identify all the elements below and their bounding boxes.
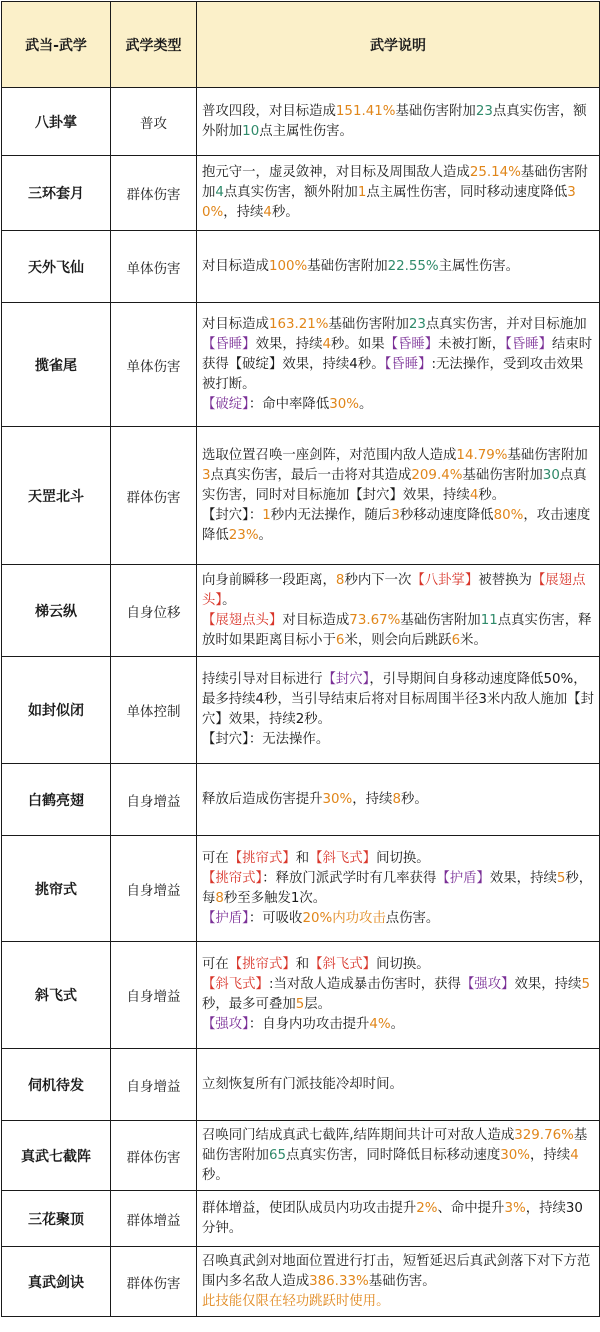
description-paragraph xyxy=(202,1252,594,1292)
description-paragraph: 立刻恢复所有门派技能冷却时间。 xyxy=(202,1076,403,1092)
skill-type: 单体伤害 xyxy=(111,231,197,303)
text-run: 【封穴】： xyxy=(202,507,263,523)
value-highlight: 23% xyxy=(228,527,259,543)
table-row xyxy=(2,1049,600,1121)
header-row xyxy=(2,2,600,88)
skill-type: 群体伤害 xyxy=(111,427,197,565)
text-run: 米。 xyxy=(460,632,487,648)
text-run: 召唤真武剑对地面位置进行打击，短暂延迟后真武剑落下对下方范围内多名敌人造成 xyxy=(202,1253,591,1289)
text-run: 点真实伤害，额外附加 xyxy=(223,185,358,200)
text-run: 秒内下一次 xyxy=(344,572,412,588)
text-run: 秒。如果 xyxy=(331,336,385,352)
text-run: 。 xyxy=(258,527,272,543)
value-highlight: 151.41% xyxy=(335,103,396,119)
skill-type: 群体伤害 xyxy=(111,156,197,231)
text-run: 可在 xyxy=(202,957,229,972)
skill-description xyxy=(197,88,600,156)
text-run: 基础伤害附加 xyxy=(202,165,588,200)
effect-tag: 【昏睡】 xyxy=(384,356,432,372)
text-run: 点真实伤害，额外附加 xyxy=(202,103,587,139)
skill-tag: 【挑帘式】 xyxy=(228,850,296,866)
value-highlight: 3 xyxy=(202,467,211,483)
value-highlight: 4 xyxy=(215,185,224,200)
effect-tag: 【昏睡】 xyxy=(202,336,256,352)
text-run: ：命中率降低 xyxy=(248,396,330,412)
skill-tag: 【挑帘式】 xyxy=(228,957,296,972)
value-highlight: 8 xyxy=(215,890,224,906)
description-paragraph xyxy=(202,395,594,415)
skill-type: 自身增益 xyxy=(111,836,197,942)
text-run: 持续引导对目标进行 xyxy=(202,672,323,687)
text-run: 。 xyxy=(358,396,373,412)
value-highlight: 73.67% xyxy=(349,612,401,628)
table-row xyxy=(2,1247,600,1317)
description-paragraph xyxy=(202,315,594,395)
value-highlight: 4 xyxy=(570,1147,579,1163)
skill-description xyxy=(197,1121,600,1191)
skill-name: 真武剑诀 xyxy=(2,1247,111,1317)
skill-name: 揽雀尾 xyxy=(2,303,111,427)
value-highlight: 8 xyxy=(335,572,345,588)
skill-description xyxy=(197,156,600,231)
value-highlight: 2% xyxy=(416,1200,438,1216)
effect-tag: 【破绽】 xyxy=(202,396,249,412)
text-run: ，持续 xyxy=(352,791,393,807)
table-row xyxy=(2,1191,600,1247)
text-run: ，持续 xyxy=(530,1147,571,1163)
skill-description xyxy=(197,231,600,303)
text-run: ，持续30分钟。 xyxy=(202,1200,583,1236)
effect-tag: 【护盾】 xyxy=(436,870,490,886)
text-run: 点真实伤害，最后一击将对其造成 xyxy=(210,467,412,483)
skill-type: 单体控制 xyxy=(111,657,197,764)
value-highlight: 65 xyxy=(268,1147,286,1163)
text-run: 主属性伤害。 xyxy=(438,258,519,274)
text-run: 秒。 xyxy=(271,205,299,220)
description-paragraph xyxy=(202,955,594,975)
skill-type: 群体增益 xyxy=(111,1191,197,1247)
table-row xyxy=(2,942,600,1049)
skill-name: 天罡北斗 xyxy=(2,427,111,565)
text-run: 层。 xyxy=(304,997,332,1012)
skill-tag: 【展翅点头】 xyxy=(202,612,283,628)
text-run: 秒。 xyxy=(478,487,506,503)
value-highlight: 4 xyxy=(469,487,479,503)
skill-name: 梯云纵 xyxy=(2,565,111,657)
description-paragraph xyxy=(202,1199,594,1239)
effect-tag: 【强攻】 xyxy=(460,977,515,992)
text-run: 秒内无法操作，随后 xyxy=(270,507,392,523)
skill-name: 伺机待发 xyxy=(2,1049,111,1121)
value-highlight: 30% xyxy=(500,1147,531,1163)
text-run: 。 xyxy=(222,592,236,608)
skill-type: 自身增益 xyxy=(111,942,197,1049)
value-highlight: 5 xyxy=(581,977,590,992)
description-paragraph xyxy=(202,670,594,730)
value-highlight: 1 xyxy=(357,185,367,200)
description-paragraph xyxy=(202,1015,594,1035)
text-run: 向身前瞬移一段距离， xyxy=(202,572,336,588)
value-highlight: 25.14% xyxy=(469,165,521,180)
skill-tag: 【斜飞式】 xyxy=(202,977,269,992)
value-highlight: 4 xyxy=(322,336,332,352)
text-run: 未被打断， xyxy=(438,336,506,352)
skill-name: 斜飞式 xyxy=(2,942,111,1049)
text-run: :当对敌人造成暴击伤害时，获得 xyxy=(268,977,461,992)
text-run: 秒至多触发1次。 xyxy=(223,890,327,906)
value-highlight: 5 xyxy=(295,997,305,1012)
text-run: 间切换。 xyxy=(376,957,430,972)
text-run: 点真实伤害，释放时如果距离目标小于 xyxy=(202,612,592,648)
value-highlight: 30% xyxy=(202,185,576,220)
text-run: 对目标造成 xyxy=(202,258,269,274)
text-run: 抱元守一，虚灵敛神，对目标及周围敌人造成 xyxy=(202,165,470,180)
skill-description xyxy=(197,764,600,836)
text-run: 秒，每 xyxy=(202,870,593,906)
value-highlight: 329.76% xyxy=(514,1127,574,1143)
martial-arts-table xyxy=(1,1,600,1317)
text-run: 效果，持续 xyxy=(255,336,323,352)
table-row xyxy=(2,156,600,231)
value-highlight: 8 xyxy=(392,791,401,807)
value-highlight: 14.79% xyxy=(456,447,508,463)
skill-type: 群体伤害 xyxy=(111,1121,197,1191)
text-run: 基础伤害附加 xyxy=(202,1127,588,1163)
text-run: ，持续 xyxy=(223,205,264,220)
description-paragraph xyxy=(202,611,594,651)
header-description: 武学说明 xyxy=(197,2,600,88)
text-run: 秒。 xyxy=(202,1167,229,1183)
description-paragraph xyxy=(202,1126,594,1186)
text-run: ，攻击速度降低 xyxy=(202,507,591,543)
text-run: 普攻四段，对目标造成 xyxy=(202,103,336,119)
text-run: 点真实伤害，同时对目标施加【封穴】效果，持续 xyxy=(202,467,587,503)
text-run: 点主属性伤害，同时移动速度降低 xyxy=(366,185,568,200)
value-highlight: 6 xyxy=(451,632,461,648)
description-paragraph xyxy=(202,849,594,869)
table-row xyxy=(2,427,600,565)
value-highlight: 30% xyxy=(329,396,359,412)
value-highlight: 1 xyxy=(262,507,271,523)
skill-description xyxy=(197,1049,600,1121)
description-paragraph xyxy=(202,257,594,277)
text-run: 米，则会向后跳跃 xyxy=(344,632,452,648)
text-run: 。 xyxy=(390,1017,405,1032)
skill-name: 三环套月 xyxy=(2,156,111,231)
text-run: ：可吸收 xyxy=(248,910,303,926)
value-highlight: 4% xyxy=(369,1017,391,1032)
skill-type: 普攻 xyxy=(111,88,197,156)
text-run: 对目标造成 xyxy=(282,612,350,628)
text-run: :无法操作，受到攻击效果被打断。 xyxy=(202,356,584,392)
table-row xyxy=(2,1121,600,1191)
skill-tag: 【展翅点头】 xyxy=(202,572,586,608)
skill-tag: 【斜飞式】 xyxy=(309,957,377,972)
value-highlight: 22.55% xyxy=(387,258,439,274)
text-run: 点伤害。 xyxy=(385,910,440,926)
text-run: 间切换。 xyxy=(376,850,430,866)
text-run: 召唤同门结成真武七截阵,结阵期间共计可对敌人造成 xyxy=(202,1127,515,1143)
restriction-note: 此技能仅限在轻功跳跃时使用。 xyxy=(202,1293,390,1309)
header-name: 武当-武学 xyxy=(2,2,111,88)
text-run: 可在 xyxy=(202,850,229,866)
table-row xyxy=(2,303,600,427)
skill-description xyxy=(197,1191,600,1247)
description-paragraph xyxy=(202,571,594,611)
value-highlight: 209.4% xyxy=(411,467,463,483)
skill-description xyxy=(197,657,600,764)
text-run: 基础伤害附加 xyxy=(400,612,481,628)
value-highlight: 100% xyxy=(268,258,308,274)
value-highlight: 30% xyxy=(322,791,353,807)
text-run: 效果，持续 xyxy=(514,977,582,992)
text-run: 基础伤害附加 xyxy=(507,447,588,463)
skill-description xyxy=(197,427,600,565)
description-paragraph xyxy=(202,869,594,909)
text-run: 对目标造成 xyxy=(202,316,269,332)
effect-tag: 【封穴】 xyxy=(322,672,370,687)
table-row xyxy=(2,565,600,657)
value-highlight: 23 xyxy=(475,103,493,119)
value-highlight: 80% xyxy=(493,507,524,523)
description-paragraph xyxy=(202,909,594,929)
skill-type: 自身增益 xyxy=(111,1049,197,1121)
effect-tag: 【强攻】 xyxy=(202,1017,249,1032)
value-highlight: 5 xyxy=(556,870,566,886)
table-row xyxy=(2,231,600,303)
table-row xyxy=(2,764,600,836)
text-run: 基础伤害附加 xyxy=(395,103,476,119)
skill-name: 如封似闭 xyxy=(2,657,111,764)
skill-type: 自身位移 xyxy=(111,565,197,657)
text-run: 群体增益，使团队成员内功攻击提升 xyxy=(202,1200,417,1216)
value-highlight: 3% xyxy=(504,1200,526,1216)
value-highlight: 3 xyxy=(391,507,400,523)
skill-tag: 【挑帘式】 xyxy=(202,870,263,886)
value-highlight: 30 xyxy=(542,467,560,483)
text-run: 和 xyxy=(295,957,310,972)
text-run: 秒移动速度降低 xyxy=(399,507,494,523)
effect-tag: 【昏睡】 xyxy=(384,336,439,352)
text-run: 点真实伤害，并对目标施加 xyxy=(425,316,587,332)
skill-type: 群体伤害 xyxy=(111,1247,197,1317)
skill-name: 白鹤亮翅 xyxy=(2,764,111,836)
skill-description xyxy=(197,303,600,427)
text-run: 释放后造成伤害提升 xyxy=(202,791,323,807)
effect-tag: 【昏睡】 xyxy=(505,336,552,352)
text-run: 基础伤害附加 xyxy=(328,316,409,332)
description-paragraph xyxy=(202,163,594,223)
skill-name: 挑帘式 xyxy=(2,836,111,942)
effect-tag: 【护盾】 xyxy=(202,910,249,926)
description-paragraph xyxy=(202,975,594,1015)
text-run: 基础伤害附加 xyxy=(307,258,388,274)
skill-name: 真武七截阵 xyxy=(2,1121,111,1191)
text-run: ，引导期间自身移动速度降低50%，最多持续4秒，当引导结束后将对目标周围半径3米内敌人施加【封穴】效果，持续2秒。 xyxy=(202,672,594,727)
text-run: 点主属性伤害。 xyxy=(259,123,353,139)
table-row xyxy=(2,88,600,156)
header-type: 武学类型 xyxy=(111,2,197,88)
text-run: 秒，最多可叠加 xyxy=(202,997,296,1012)
value-highlight: 386.33% xyxy=(309,1273,369,1289)
skill-type: 单体伤害 xyxy=(111,303,197,427)
text-run: ：释放门派武学时有几率获得 xyxy=(262,870,437,886)
text-run: 基础伤害附加 xyxy=(462,467,543,483)
skill-description xyxy=(197,1247,600,1317)
description-paragraph xyxy=(202,102,594,142)
value-highlight: 10 xyxy=(242,123,260,139)
skill-name: 八卦掌 xyxy=(2,88,111,156)
skill-name: 三花聚顶 xyxy=(2,1191,111,1247)
text-run: 效果，持续 xyxy=(489,870,557,886)
value-highlight: 11 xyxy=(480,612,498,628)
text-run: 秒。 xyxy=(400,791,428,807)
skill-description xyxy=(197,565,600,657)
value-highlight: 6 xyxy=(335,632,345,648)
text-run: 被替换为 xyxy=(478,572,532,588)
table-row xyxy=(2,836,600,942)
text-run: 和 xyxy=(295,850,310,866)
value-highlight: 23 xyxy=(408,316,426,332)
text-run: 基础伤害。 xyxy=(368,1273,436,1289)
skill-description xyxy=(197,836,600,942)
description-paragraph: 【封穴】：无法操作。 xyxy=(202,732,330,747)
text-run: ：自身内功攻击提升 xyxy=(248,1017,370,1032)
skill-tag: 【八卦掌】 xyxy=(411,572,479,588)
text-run: 选取位置召唤一座剑阵，对范围内敌人造成 xyxy=(202,447,457,463)
text-run: 、命中提升 xyxy=(437,1200,505,1216)
text-run: 结束时获得【破绽】效果，持续4秒。 xyxy=(202,336,593,372)
skill-tag: 【斜飞式】 xyxy=(309,850,377,866)
table-row xyxy=(2,657,600,764)
description-paragraph xyxy=(202,446,594,506)
description-paragraph xyxy=(202,506,594,546)
skill-type: 自身增益 xyxy=(111,764,197,836)
value-highlight: 4 xyxy=(263,205,272,220)
text-run: 点真实伤害，同时降低目标移动速度 xyxy=(286,1147,501,1163)
value-highlight: 20%内功攻击 xyxy=(302,910,386,926)
value-highlight: 163.21% xyxy=(268,316,329,332)
skill-name: 天外飞仙 xyxy=(2,231,111,303)
skill-description xyxy=(197,942,600,1049)
description-paragraph xyxy=(202,790,594,810)
